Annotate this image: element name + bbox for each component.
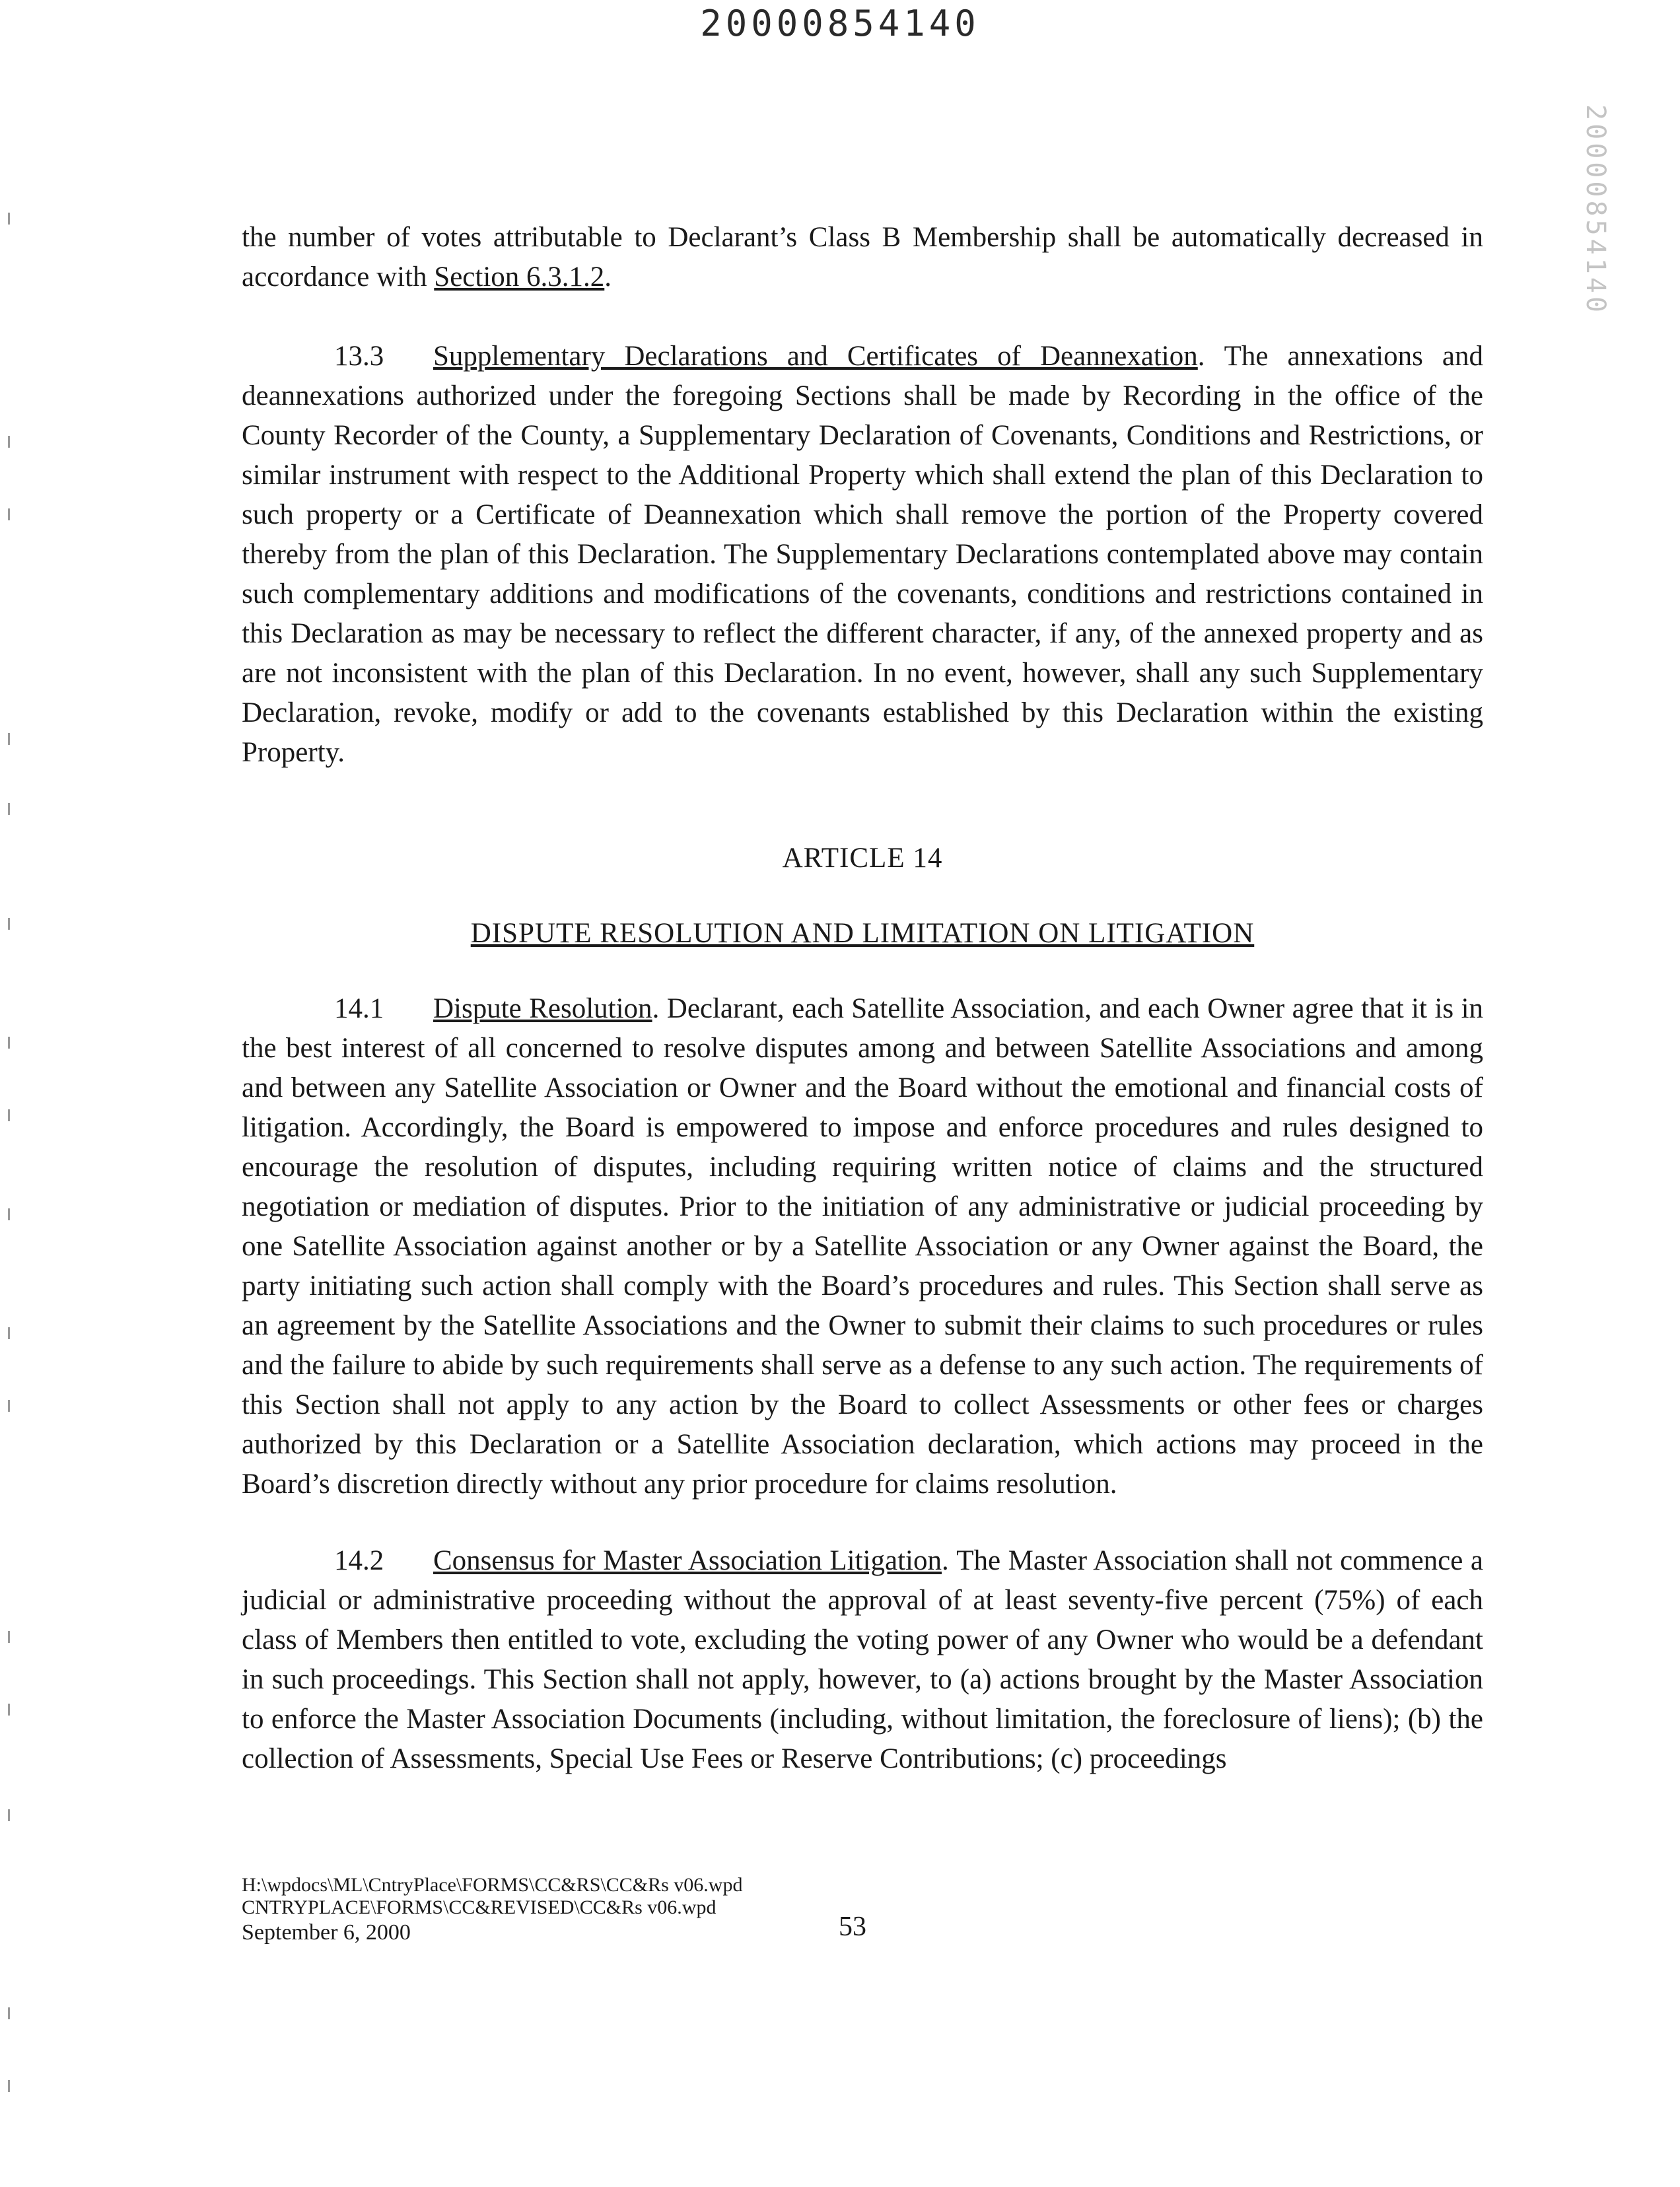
footer-file-path-revised: CNTRYPLACE\FORMS\CC&REVISED\CC&Rs v06.wpd [242,1896,717,1918]
section-text: Declarant, each Satellite Association, and each Owner agree that it is in the best interest of all concerned to resolve disputes among and between Satellite Associations and among and between any Satellite Association or Owner and the Board without the emotional and financial costs of litigation. Accordingly, the Board is empowered to impose and enforce procedures and rules designed to encourage the resolution of disputes, including requiring written notice of claims and the structured negotiation or mediation of disputes. Prior to the initiation of any administrative or judicial proceeding by one Satellite Association against another or by a Satellite Association or any Owner against the Board, the party initiating such action shall comply with the Board’s procedures and rules. This Section shall serve as an agreement by the Satellite Associations and the Owner to submit their claims to such procedures or rules and the failure to abide by such requirements shall serve as a defense to any such action. The requirements of this Section shall not apply to any action by the Board to collect Assessments or other fees or charges authorized by this Declaration or a Satellite Association declaration, which actions may proceed in the Board’s discretion directly without any prior procedure for claims resolution. [242,993,1484,1500]
scan-mark [8,1208,10,1220]
continuation-text: the number of votes attributable to Declarant’s Class B Membership shall be automatically decreased in accordance with [242,222,1483,293]
side-stamp [1576,78,1615,342]
scan-mark [8,1037,10,1049]
scan-mark [8,1400,10,1412]
scan-mark [8,2080,10,2092]
section-number: 14.1 [334,993,384,1024]
footer-date: September 6, 2000 [242,1920,411,1945]
section-number: 13.3 [334,341,384,372]
article-title: ARTICLE 14 [782,843,943,874]
section-heading: Supplementary Declarations and Certificates of Deannexation [433,341,1198,372]
section-13-3 [242,337,1483,773]
scan-mark [8,918,10,930]
scan-mark [8,2007,10,2019]
scan-mark [8,436,10,448]
side-stamp-number: 20000854140 [1580,104,1611,316]
section-heading: Dispute Resolution [433,993,652,1024]
article-heading: DISPUTE RESOLUTION AND LIMITATION ON LITIGATION [470,918,1255,949]
scan-mark [8,1327,10,1339]
section-text: The annexations and deannexations authorized under the foregoing Sections shall be made by Recording in the office of the County Recorder of the County, a Supplementary Declaration of Covenants, Conditions and Restrictions, or similar instrument with respect to the Additional Property which shall extend the plan of this Declaration to such property or a Certificate of Deannexation which shall remove the portion of the Property covered thereby from the plan of this Declaration. The Supplementary Declarations contemplated above may contain such complementary additions and modifications of the covenants, conditions and restrictions contained in this Declaration as may be necessary to reflect the different character, if any, of the annexed property and as are not inconsistent with the plan of this Declaration. In no event, however, shall any such Supplementary Declaration, revoke, modify or add to the covenants established by this Declaration within the existing Property. [242,341,1484,768]
section-heading-end: . [652,993,660,1024]
footer [242,1874,1100,1944]
scan-mark [8,213,10,225]
scan-mark [8,1631,10,1643]
scan-mark [8,1809,10,1821]
section-text: The Master Association shall not commence a judicial or administrative proceeding without the approval of at least seventy-five percent (75%) of each class of Members then entitled to vote, excluding the voting power of any Owner who would be a defendant in such proceedings. This Section shall not apply, however, to (a) actions brought by the Master Association to enforce the Master Association Documents (including, without limitation, the foreclosure of liens); (b) the collection of Assessments, Special Use Fees or Reserve Contributions; (c) proceedings [242,1545,1483,1774]
scan-mark [8,1109,10,1121]
continuation-paragraph [242,218,1483,297]
section-14-2 [242,1541,1483,1779]
scan-mark [8,803,10,815]
section-number: 14.2 [334,1545,384,1576]
scan-mark [8,1704,10,1716]
document-number: 20000854140 [700,3,980,44]
document-body [242,218,1483,1779]
section-14-1 [242,989,1483,1504]
section-heading-end: . [1197,341,1205,372]
page-number: 53 [839,1912,866,1942]
scan-edge-marks [0,0,26,2187]
scan-mark [8,733,10,745]
footer-file-path: H:\wpdocs\ML\CntryPlace\FORMS\CC&RS\CC&Rs v06.wpd [242,1874,743,1896]
section-heading: Consensus for Master Association Litigation [433,1545,942,1576]
continuation-end: . [604,261,612,293]
section-heading-end: . [941,1545,949,1576]
section-reference: Section 6.3.1.2 [434,261,605,293]
scan-mark [8,508,10,520]
